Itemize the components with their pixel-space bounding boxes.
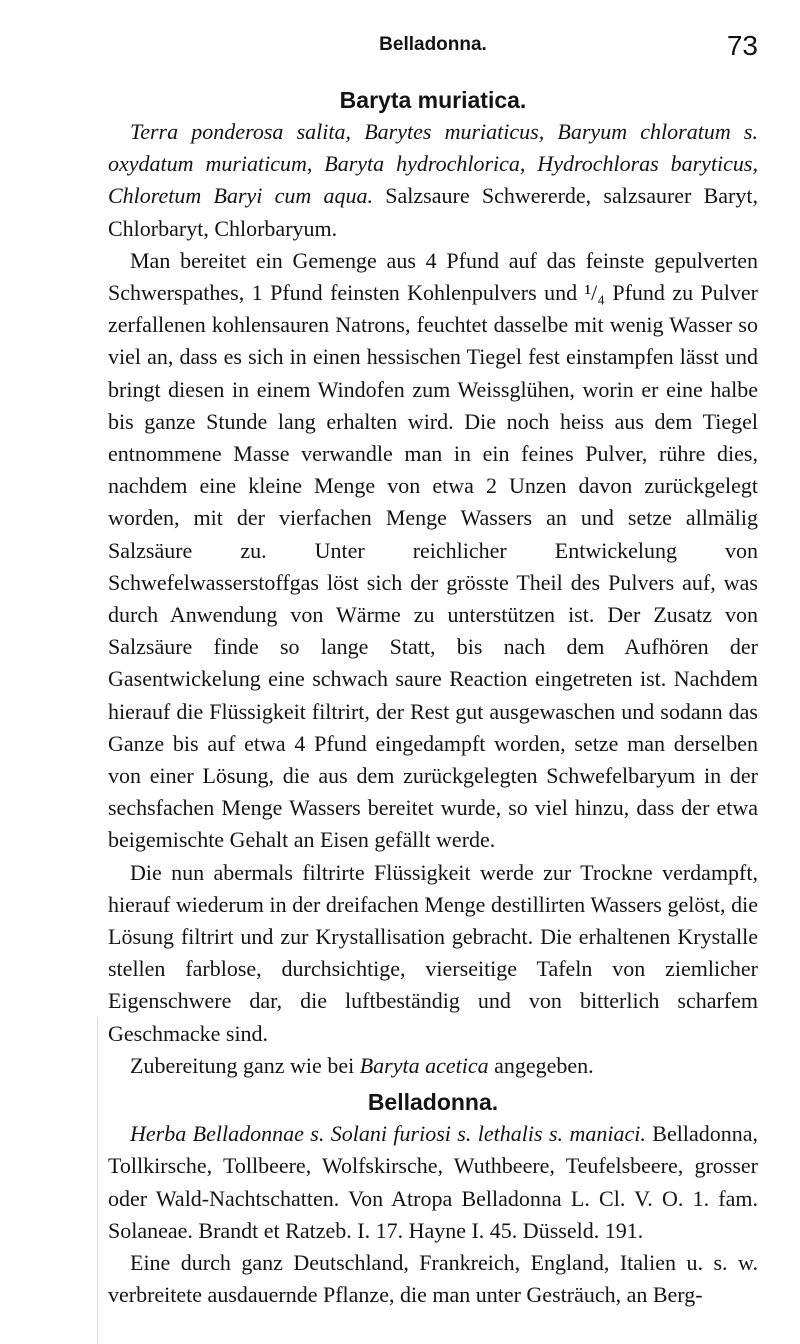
reference-italic: Baryta acetica — [359, 1052, 489, 1078]
running-title: Belladonna. — [379, 34, 487, 55]
synonyms-german-baryta: Salzsaure Schwererde, salzsaurer Baryt, Chlorbaryt, Chlorbaryum. — [108, 183, 758, 241]
synonyms-paragraph-baryta — [108, 116, 758, 245]
text-column — [108, 84, 758, 1311]
running-head — [108, 30, 758, 62]
reference-paragraph — [108, 1050, 758, 1082]
section-heading-baryta: Baryta muriatica. — [339, 87, 527, 113]
synonyms-latin-belladonna: Herba Belladonnae s. Solani furiosi s. lethalis s. maniaci. — [130, 1121, 646, 1147]
synonyms-german-belladonna: Belladonna, Tollkirsche, Tollbeere, Wolfskirsche, Wuthbeere, Teufelsbeere, grosser oder Wald-Nachtschatten. Von Atropa Belladonna L. Cl. V. O. 1. fam. Solaneae. Brandt et Ratzeb. I. 17. Hayne I. 45. Düsseld. 191. — [108, 1121, 758, 1243]
synonyms-paragraph-belladonna — [108, 1118, 758, 1247]
reference-lead: Zubereitung ganz wie bei — [130, 1052, 360, 1078]
page-number: 73 — [726, 30, 758, 61]
reference-tail: angegeben. — [488, 1052, 594, 1078]
crystallisation-paragraph: Die nun abermals filtrirte Flüssigkeit werde zur Trockne verdampft, hierauf wiederum in der dreifachen Menge destillirten Wassers gelöst, die Lösung filtrirt und zur Krystallisation gebracht. Die erhaltenen Krystalle stellen farblose, durchsichtige, vierseitige Tafeln von ziemlicher Eigenschwere dar, die luftbeständig und von bitterlich scharfem Geschmacke sind. — [108, 859, 758, 1046]
synonyms-latin-baryta: Terra ponderosa salita, Barytes muriaticus, Baryum chloratum s. oxydatum muriaticum, Baryta hydrochlorica, Hydrochloras baryticus, Chloretum Baryi cum aqua. — [108, 119, 758, 209]
section-heading-belladonna: Belladonna. — [367, 1089, 499, 1116]
preparation-paragraph: Man bereitet ein Gemenge aus 4 Pfund auf das feinste gepulverten Schwerspathes, 1 Pfund feinsten Kohlenpulvers und ¹/₄ Pfund zu Pulver zerfallenen kohlensauren Natrons, feuchtet dasselbe mit wenig Wasser so viel an, dass es sich in einen hessischen Tiegel fest einstampfen lässt und bringt diesen in einem Windofen zum Weissglühen, worin er eine halbe bis ganze Stunde lang erhalten wird. Die noch heiss aus dem Tiegel entnommene Masse verwandle man in ein feines Pulver, rühre dies, nachdem eine kleine Menge von etwa 2 Unzen davon zurückgelegt worden, mit der vierfachen Menge Wassers an und setze allmälig Salzsäure zu. Unter reichlicher Entwickelung von Schwefelwasserstoffgas löst sich der grösste Theil des Pulvers auf, was durch Anwendung von Wärme zu unterstützen ist. Der Zusatz von Salzsäure finde so lange Statt, bis nach dem Aufhören der Gasentwickelung eine schwach saure Reaction eingetreten ist. Nachdem hierauf die Flüssigkeit filtrirt, der Rest gut ausgewaschen und sodann das Ganze bis auf etwa 4 Pfund eingedampft worden, setze man derselben von einer Lösung, die aus dem zurückgelegten Schwefelbaryum in der sechsfachen Menge Wassers bereitet wurde, so viel hinzu, dass der etwa beigemischte Gehalt an Eisen gefällt werde. — [108, 247, 758, 853]
scan-margin-shadow — [97, 1018, 98, 1344]
distribution-paragraph: Eine durch ganz Deutschland, Frankreich, England, Italien u. s. w. verbreitete ausdauernde Pflanze, die man unter Gesträuch, an Berg- — [108, 1249, 758, 1308]
